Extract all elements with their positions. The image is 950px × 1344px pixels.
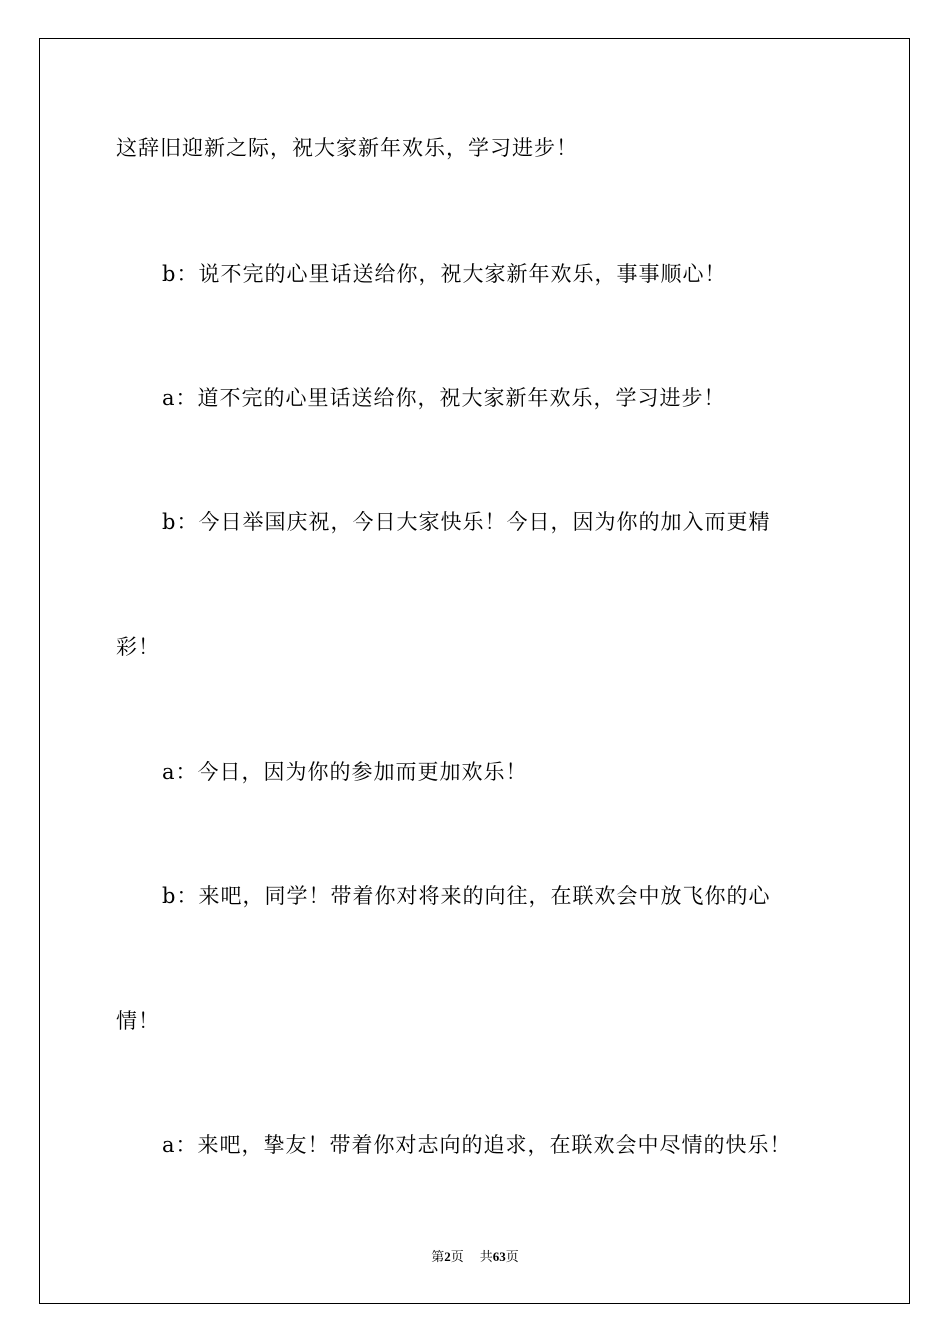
- footer-total-pages: 63: [492, 1249, 506, 1264]
- page-footer: [0, 1248, 950, 1266]
- paragraph-line-7: b：来吧，同学！带着你对将来的向往，在联欢会中放飞你的心: [162, 884, 771, 908]
- footer-total-prefix: 共: [479, 1249, 493, 1264]
- footer-page-suffix: 页: [450, 1249, 464, 1264]
- paragraph-line-1: 这辞旧迎新之际，祝大家新年欢乐，学习进步！: [116, 136, 578, 160]
- paragraph-line-2: b：说不完的心里话送给你，祝大家新年欢乐，事事顺心！: [162, 262, 727, 286]
- paragraph-line-8: 情！: [116, 1009, 160, 1033]
- footer-page-number: 2: [444, 1249, 451, 1264]
- paragraph-line-6: a：今日，因为你的参加而更加欢乐！: [162, 760, 528, 784]
- page-border: [39, 38, 910, 1304]
- paragraph-line-3: a：道不完的心里话送给你，祝大家新年欢乐，学习进步！: [162, 386, 726, 410]
- paragraph-line-4: b：今日举国庆祝，今日大家快乐！今日，因为你的加入而更精: [162, 510, 771, 534]
- paragraph-line-5: 彩！: [116, 635, 160, 659]
- footer-total-suffix: 页: [505, 1249, 519, 1264]
- paragraph-line-9: a：来吧，挚友！带着你对志向的追求，在联欢会中尽情的快乐！: [162, 1133, 792, 1157]
- footer-page-prefix: 第: [431, 1249, 445, 1264]
